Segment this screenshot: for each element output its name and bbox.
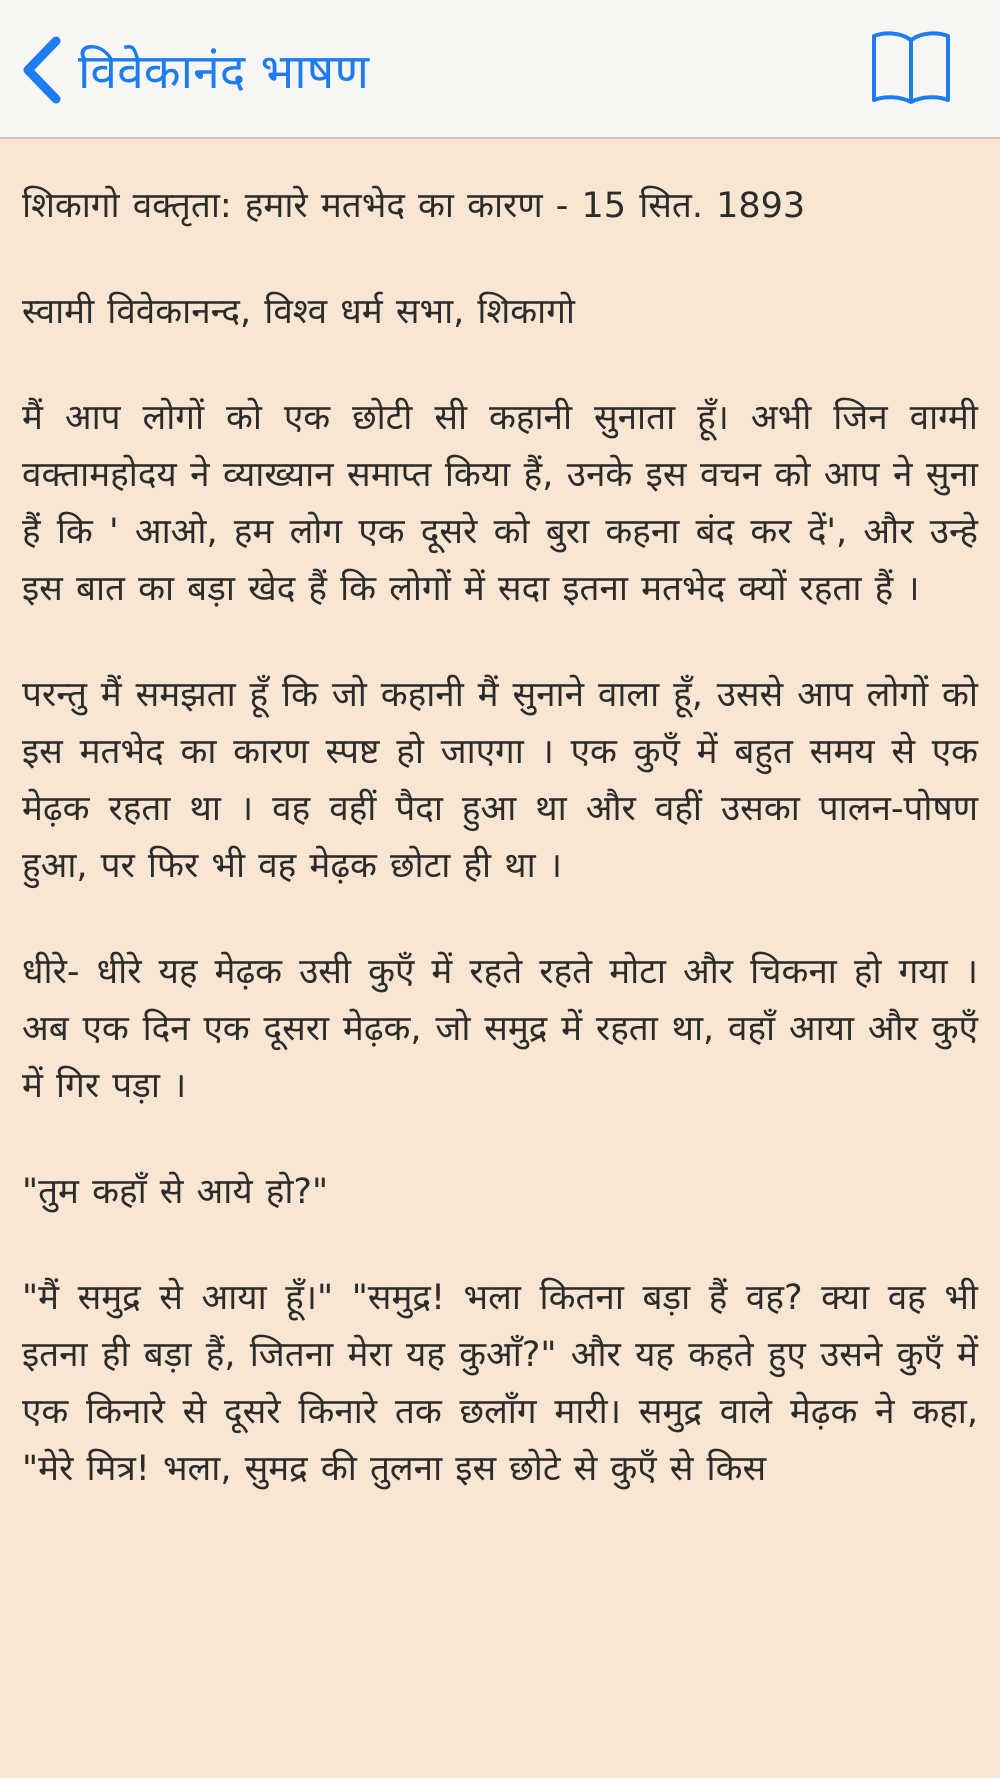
article-byline: स्वामी विवेकानन्द, विश्व धर्म सभा, शिकागो (22, 292, 575, 332)
navigation-bar (0, 0, 1000, 139)
open-book-icon (870, 28, 952, 104)
article-content (22, 178, 978, 1547)
article-title: शिकागो वक्तृता: हमारे मतभेद का कारण - 15 सित. 1893 (22, 186, 806, 226)
article-paragraph: "मैं समुद्र से आया हूँ।" "समुद्र! भला कितना बड़ा हैं वह? क्या वह भी इतना ही बड़ा हैं, जितना मेरा यह कुआँ?" और यह कहते हुए उसने कुएँ में एक किनारे से दूसरे किनारे तक छलाँग मारी। समुद्र वाले मेढ़क ने कहा, "मेरे मित्र! भला, सुमद्र की तुलना इस छोटे से कुएँ से किस (22, 1278, 978, 1489)
nav-title: विवेकानंद भाषण (78, 43, 370, 100)
article-paragraph: मैं आप लोगों को एक छोटी सी कहानी सुनाता हूँ। अभी जिन वाग्मी वक्तामहोदय ने व्याख्यान समाप्त किया हैं, उनके इस वचन को आप ने सुना हैं कि ' आओ, हम लोग एक दूसरे को बुरा कहना बंद कर दें', और उन्हे इस बात का बड़ा खेद हैं कि लोगों में सदा इतना मतभेद क्यों रहता हैं । (22, 398, 978, 609)
article-paragraph: धीरे- धीरे यह मेढ़क उसी कुएँ में रहते रहते मोटा और चिकना हो गया । अब एक दिन एक दूसरा मेढ़क, जो समुद्र में रहता था, वहाँ आया और कुएँ में गिर पड़ा । (22, 952, 978, 1106)
article-paragraph: "तुम कहाँ से आये हो?" (22, 1172, 329, 1212)
back-button[interactable] (20, 30, 369, 110)
bookmark-button[interactable] (870, 28, 952, 104)
chevron-left-icon (20, 35, 64, 105)
article-paragraph: परन्तु मैं समझता हूँ कि जो कहानी मैं सुनाने वाला हूँ, उससे आप लोगों को इस मतभेद का कारण स्पष्ट हो जाएगा । एक कुएँ में बहुत समय से एक मेढ़क रहता था । वह वहीं पैदा हुआ था और वहीं उसका पालन-पोषण हुआ, पर फिर भी वह मेढ़क छोटा ही था । (22, 675, 978, 886)
